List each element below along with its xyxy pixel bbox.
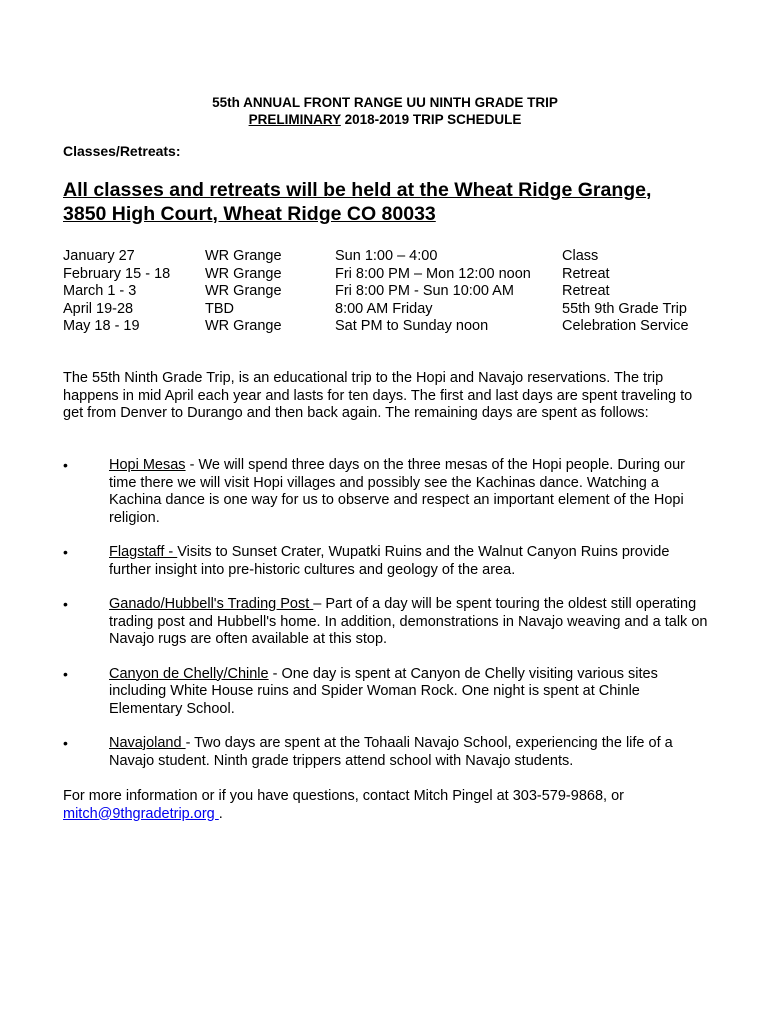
schedule-type: Retreat [562,265,610,282]
schedule-date: March 1 - 3 [63,283,137,299]
destination-description: – Part of a day will be spent touring the oldest still operating trading post and Hubbell's home. In addition, demonstrations in Navajo weaving and a talk on Navajo rugs are often available at this stop. [109,596,708,647]
destination-name: Navajoland [109,735,186,751]
destination-list [63,457,713,787]
contact-suffix: . [218,805,223,822]
schedule-row [63,301,712,319]
location-headline [63,178,723,226]
destination-name: Flagstaff - [109,544,178,560]
schedule-time: Sun 1:00 – 4:00 [335,248,438,264]
bullet-icon: • [63,735,68,751]
destination-description: - Two days are spent at the Tohaali Navajo School, experiencing the life of a Navajo student. Ninth grade trippers attend school with Navajo students. [109,735,673,769]
schedule-place: TBD [205,300,234,317]
bullet-icon: • [63,544,68,560]
schedule-row [63,318,712,336]
schedule-type: Class [562,248,599,264]
schedule-place: WR Grange [205,265,282,282]
list-item [63,544,713,579]
headline-line-1: All classes and retreats will be held at the Wheat Ridge Grange, [63,179,652,201]
schedule-row [63,283,712,301]
schedule-type: Retreat [562,283,610,299]
email-link[interactable]: mitch@9thgradetrip.org [63,805,219,822]
list-item [63,457,713,527]
intro-paragraph: The 55th Ninth Grade Trip, is an educational trip to the Hopi and Navajo reservations. The trip happens in mid April each year and lasts for ten days. The first and last days are spent traveling to get from Denver to Durango and then back again. The remaining days are spent as follows: [63,370,693,421]
destination-name: Ganado/Hubbell's Trading Post [109,596,314,612]
section-label: Classes/Retreats: [63,143,181,159]
schedule-date: February 15 - 18 [63,265,171,282]
title-line-2-rest: 2018-2019 TRIP SCHEDULE [340,112,522,127]
schedule-place: WR Grange [205,283,282,299]
bullet-icon: • [63,457,68,473]
schedule-time: 8:00 AM Friday [335,300,433,317]
schedule-date: April 19-28 [63,300,134,317]
bullet-icon: • [63,596,68,612]
destination-description: - One day is spent at Canyon de Chelly visiting various sites including White House ruins and Spider Woman Rock. One night is spent at Chinle Elementary School. [109,665,658,717]
headline-line-2: 3850 High Court, Wheat Ridge CO 80033 [63,203,436,225]
schedule-table [63,248,712,336]
schedule-row [63,248,712,266]
schedule-date: May 18 - 19 [63,318,140,334]
document-title [0,94,770,128]
schedule-date: January 27 [63,248,135,264]
schedule-time: Sat PM to Sunday noon [335,318,489,334]
list-item [63,735,713,770]
list-item [63,666,713,719]
destination-description: Visits to Sunset Crater, Wupatki Ruins and the Walnut Canyon Ruins provide further insight into pre-historic cultures and geology of the area. [109,544,670,578]
contact-paragraph [63,788,713,823]
schedule-place: WR Grange [205,318,282,334]
bullet-icon: • [63,665,68,682]
title-line-1: 55th ANNUAL FRONT RANGE UU NINTH GRADE TRIP [212,95,558,110]
schedule-time: Fri 8:00 PM - Sun 10:00 AM [335,283,514,299]
preliminary-label: PRELIMINARY [248,112,341,127]
destination-name: Hopi Mesas [109,457,186,473]
schedule-row [63,266,712,284]
destination-name: Canyon de Chelly/Chinle [109,665,269,682]
list-item [63,596,713,649]
title-line-2 [0,111,770,128]
destination-description: - We will spend three days on the three mesas of the Hopi people. During our time there we will visit Hopi villages and possibly see the Kachinas dance. Watching a Kachina dance is one way for us to observe and respect an important element of the Hopi religion. [109,457,686,526]
schedule-time: Fri 8:00 PM – Mon 12:00 noon [335,265,531,282]
schedule-type: 55th 9th Grade Trip [562,300,687,317]
schedule-place: WR Grange [205,248,282,264]
schedule-type: Celebration Service [562,318,689,334]
contact-text: For more information or if you have questions, contact Mitch Pingel at 303-579-9868, or [63,788,624,804]
